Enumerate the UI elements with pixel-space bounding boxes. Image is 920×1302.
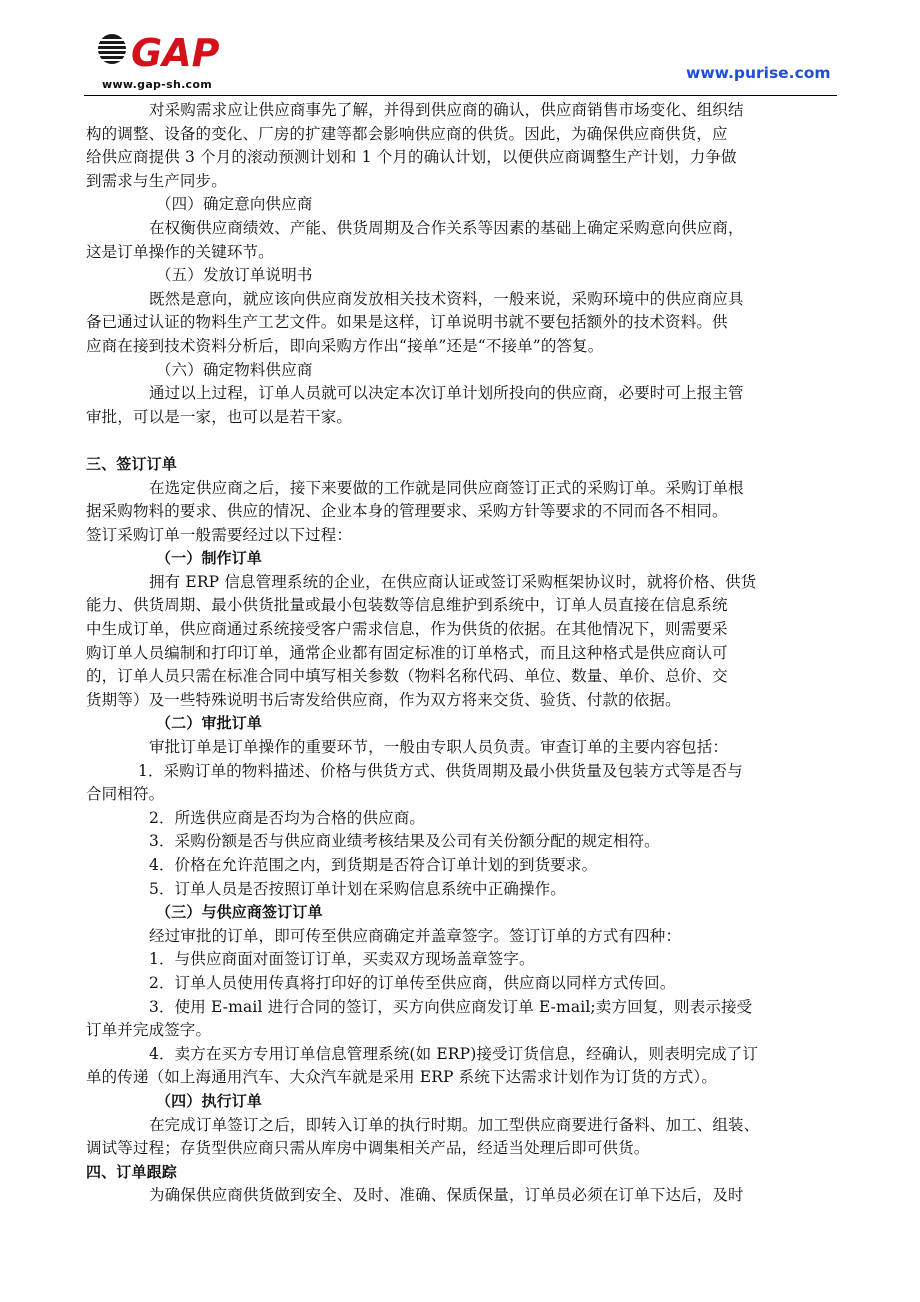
paragraph-line: 能力、供货周期、最小供货批量或最小包装数等信息维护到系统中，订单人员直接在信息系统 [86,596,728,615]
list-item: 1．采购订单的物料描述、价格与供货方式、供货周期及最小供货量及包装方式等是否与 [138,761,743,780]
paragraph-line: 为确保供应商供货做到安全、及时、准确、保质保量，订单员必须在订单下达后，及时 [149,1186,744,1205]
subsection-heading: （二）审批订单 [156,714,263,733]
list-item: 1．与供应商面对面签订订单，买卖双方现场盖章签字。 [149,950,535,969]
header-divider [84,95,837,96]
paragraph-line: 审批订单是订单操作的重要环节，一般由专职人员负责。审查订单的主要内容包括： [149,738,729,757]
paragraph-line: 据采购物料的要求、供应的情况、企业本身的管理要求、采购方针等要求的不同而各不相同。 [86,502,728,521]
paragraph-line: 购订单人员编制和打印订单，通常企业都有固定标准的订单格式，而且这种格式是供应商认可 [86,643,728,662]
paragraph-line: 到需求与生产同步。 [86,171,227,190]
logo-url[interactable]: www.gap-sh.com [102,78,212,91]
paragraph-line: 对采购需求应让供应商事先了解，并得到供应商的确认，供应商销售市场变化、组织结 [149,101,744,119]
subsection-heading: （四）确定意向供应商 [156,195,313,214]
list-item-continuation: 单的传递（如上海通用汽车、大众汽车就是采用 ERP 系统下达需求计划作为订货的方式）。 [86,1068,717,1087]
list-item-continuation: 订单并完成签字。 [86,1021,212,1040]
gap-logo-mark [96,30,246,76]
page-header [0,0,920,100]
paragraph-line: 货期等）及一些特殊说明书后寄发给供应商，作为双方将来交货、验货、付款的依据。 [86,690,681,709]
paragraph-line: 在选定供应商之后，接下来要做的工作就是同供应商签订正式的采购订单。采购订单根 [149,478,744,497]
paragraph-line: 审批，可以是一家，也可以是若干家。 [86,407,353,426]
list-item: 3．采购份额是否与供应商业绩考核结果及公司有关份额分配的规定相符。 [149,832,660,851]
svg-text:GAP: GAP [131,31,220,75]
paragraph-line: 中生成订单，供应商通过系统接受客户需求信息，作为供货的依据。在其他情况下，则需要采 [86,620,728,639]
list-item: 5．订单人员是否按照订单计划在采购信息系统中正确操作。 [149,879,566,898]
list-item: 2．所选供应商是否均为合格的供应商。 [149,808,426,827]
paragraph-line: 备已通过认证的物料生产工艺文件。如果是这样，订单说明书就不要包括额外的技术资料。供 [86,313,728,332]
section-heading: 四、订单跟踪 [86,1162,177,1181]
paragraph-line: 调试等过程；存货型供应商只需从库房中调集相关产品，经适当处理后即可供货。 [86,1139,650,1158]
paragraph-line: 签订采购订单一般需要经过以下过程： [86,525,353,544]
paragraph-line: 给供应商提供 3 个月的滚动预测计划和 1 个月的确认计划，以便供应商调整生产计划，力争做 [86,148,737,167]
globe-icon [98,34,126,64]
site-url-link[interactable]: www.purise.com [686,64,831,82]
list-item: 3．使用 E-mail 进行合同的签订，买方向供应商发订单 E-mail;卖方回复，则表示接受 [149,997,753,1016]
document-body [86,99,856,1208]
subsection-heading: （六）确定物料供应商 [156,360,313,379]
list-item-continuation: 合同相符。 [86,785,165,804]
paragraph-line: 在权衡供应商绩效、产能、供货周期及合作关系等因素的基础上确定采购意向供应商， [149,218,744,237]
blank-line [86,429,856,453]
subsection-heading: （五）发放订单说明书 [156,266,313,285]
subsection-heading: （一）制作订单 [156,549,263,568]
paragraph-line: 拥有 ERP 信息管理系统的企业，在供应商认证或签订采购框架协议时，就将价格、供货 [149,572,757,591]
paragraph-line: 的，订单人员只需在标准合同中填写相关参数（物料名称代码、单位、数量、单价、总价、交 [86,667,728,686]
list-item: 4．卖方在买方专用订单信息管理系统(如 ERP)接受订货信息，经确认，则表明完成了订 [149,1044,759,1063]
paragraph-line: 应商在接到技术资料分析后，即向采购方作出“接单”还是“不接单”的答复。 [86,336,604,355]
subsection-heading: （三）与供应商签订订单 [156,903,323,922]
paragraph-line: 通过以上过程，订单人员就可以决定本次订单计划所投向的供应商，必要时可上报主管 [149,384,744,403]
list-item: 4．价格在允许范围之内，到货期是否符合订单计划的到货要求。 [149,856,598,874]
paragraph-line: 构的调整、设备的变化、厂房的扩建等都会影响供应商的供货。因此，为确保供应商供货，应 [86,124,728,143]
section-heading: 三、签订订单 [86,454,177,473]
paragraph-line: 既然是意向，就应该向供应商发放相关技术资料，一般来说，采购环境中的供应商应具 [149,289,744,308]
gap-logo [96,30,246,92]
paragraph-line: 这是订单操作的关键环节。 [86,242,274,261]
paragraph-line: 在完成订单签订之后，即转入订单的执行时期。加工型供应商要进行备料、加工、组装、 [149,1115,760,1134]
paragraph-line: 经过审批的订单，即可传至供应商确定并盖章签字。签订订单的方式有四种： [149,926,682,945]
subsection-heading: （四）执行订单 [156,1091,263,1110]
list-item: 2．订单人员使用传真将打印好的订单传至供应商，供应商以同样方式传回。 [149,973,676,992]
